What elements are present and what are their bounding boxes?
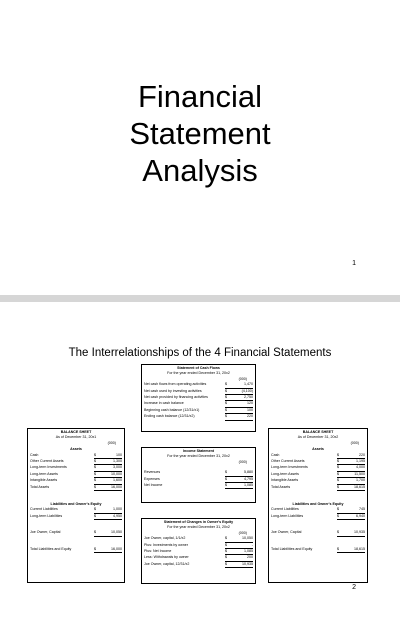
row-value [94,485,122,491]
balance-right-unit: (000) [350,440,359,445]
amount: 1,470 [244,382,253,387]
currency-symbol: $ [225,549,227,554]
amount: 100 [247,407,253,412]
slide-1 [0,0,400,295]
row-value [337,485,365,491]
title-line-1: Financial [137,79,263,114]
slide-2 [0,302,400,619]
row-label: Other Current Assets [30,459,64,464]
income-unit: (000) [238,459,247,464]
row-label: Expenses [144,476,160,481]
currency-symbol: $ [225,414,227,419]
row-value [337,547,365,553]
currency-symbol: $ [94,484,96,489]
balance-left-liab-heading: Liabilities and Owner's Equity [50,502,102,507]
amount: 200 [247,555,253,560]
row-label: Long-term Assets [30,471,58,476]
currency-symbol: $ [94,452,96,457]
row-label: Plus: Investments by owner [144,542,188,547]
equity-unit: (000) [238,530,247,535]
currency-symbol: $ [225,470,227,475]
row-label: Net cash provided by financing activities [144,395,208,400]
balance-left-unit: (000) [107,440,116,445]
currency-symbol: $ [225,388,227,393]
statement-row [271,547,365,553]
currency-symbol: $ [225,542,227,547]
currency-symbol: $ [337,452,339,457]
statement-row [144,483,253,489]
row-value [225,562,253,568]
page-number: 2 [352,584,356,591]
balance-sheet-20x1 [27,428,125,583]
amount: 18,615 [354,484,365,489]
amount: 4,950 [113,513,122,518]
row-label: Long-term Assets [271,471,299,476]
currency-symbol: $ [337,459,339,464]
row-label: Current Liabilities [271,507,299,512]
row-label: Cash [271,452,280,457]
currency-symbol: $ [337,465,339,470]
row-label: Net Income [144,483,163,488]
row-value [337,514,365,520]
row-label: Joe Owner, capital, 12/31/x2 [144,561,190,566]
amount: - [251,542,253,547]
amount: (4,100) [241,388,253,393]
balance-left-assets [30,453,122,491]
statement-of-changes-in-equity [141,518,256,584]
amount: 745 [359,507,365,512]
currency-symbol: $ [225,555,227,560]
balance-sheet-20x2 [268,428,368,583]
currency-symbol: $ [337,530,339,535]
balance-right-liabilities [271,507,365,520]
balance-right-total [271,547,365,553]
row-label: Other Current Assets [271,459,305,464]
amount: 16,000 [111,484,122,489]
amount: 4,000 [356,465,365,470]
statement-of-cash-flows [141,364,256,432]
income-subtitle: For the year ended December 31, 20x2 [167,454,230,459]
currency-symbol: $ [337,484,339,489]
row-label: Total Liabilities and Equity [30,546,72,551]
balance-left-total [30,547,122,553]
row-label: Ending cash balance (12/31/x2) [144,414,195,419]
balance-left-subtitle: As of December 31, 20x1 [55,435,97,440]
row-label: Plus: Net Income [144,549,172,554]
balance-left-assets-heading: Assets [70,447,82,452]
slide-1-title [0,78,400,189]
amount: 1,085 [244,549,253,554]
row-label: Intangible Assets [271,478,299,483]
slide-2-title: The Interrelationships of the 4 Financial Statements [68,347,332,359]
balance-right-subtitle: As of December 31, 20x2 [297,435,339,440]
amount: 1,195 [356,459,365,464]
amount: 11,500 [354,471,365,476]
currency-symbol: $ [94,546,96,551]
amount: 3,000 [113,465,122,470]
amount: 1,085 [244,483,253,488]
amount: 1,700 [356,478,365,483]
currency-symbol: $ [225,382,227,387]
amount: 6,940 [356,513,365,518]
equity-heading: Statement of Changes in Owner's Equity [163,520,234,524]
row-label: Less: Withdrawals by owner [144,555,189,560]
currency-symbol: $ [225,395,227,400]
title-line-3: Analysis [142,153,258,188]
cash-flows-unit: (000) [238,376,247,381]
currency-symbol: $ [337,546,339,551]
amount: 100 [116,452,122,457]
amount: 10,000 [111,471,122,476]
row-label: Joe Owner, Capital [30,530,61,535]
equity-rows [144,536,253,568]
statement-row [144,562,253,568]
amount: 1,300 [113,459,122,464]
cash-flows-rows [144,382,253,420]
row-label: Long-term Investments [271,465,308,470]
row-label: Cash [30,452,39,457]
amount: 16,000 [111,546,122,551]
page-number: 1 [352,260,356,267]
currency-symbol: $ [94,530,96,535]
row-label: Current Liabilities [30,507,58,512]
row-label: Joe Owner, Capital [271,530,302,535]
row-value [225,414,253,420]
currency-symbol: $ [225,483,227,488]
amount: 120 [247,401,253,406]
amount: 4,795 [244,476,253,481]
balance-right-assets [271,453,365,491]
income-heading: Income Statement [183,449,214,453]
title-line-2: Statement [129,116,271,151]
row-label: Long-term Liabilities [271,513,304,518]
amount: 220 [359,452,365,457]
currency-symbol: $ [94,513,96,518]
currency-symbol: $ [225,561,227,566]
amount: 10,050 [242,536,253,541]
balance-right-assets-heading: Assets [312,447,324,452]
equity-subtitle: For the year ended December 31, 20x2 [167,525,230,530]
currency-symbol: $ [337,478,339,483]
row-value [94,530,122,536]
amount: 18,615 [354,546,365,551]
currency-symbol: $ [94,507,96,512]
balance-left-heading: BALANCE SHEET [60,430,92,434]
row-label: Long-term Liabilities [30,513,63,518]
amount: 220 [247,414,253,419]
balance-right-heading: BALANCE SHEET [302,430,334,434]
currency-symbol: $ [94,471,96,476]
row-value [337,530,365,536]
statement-row [30,547,122,553]
row-label: Revenues [144,470,161,475]
row-label: Net cash flows from operating activities [144,382,207,387]
amount: 1,600 [113,478,122,483]
currency-symbol: $ [337,513,339,518]
row-value [94,514,122,520]
currency-symbol: $ [94,465,96,470]
cash-flows-subtitle: For the year ended December 31, 20x2 [167,371,230,376]
row-label: Increase in cash balance [144,401,184,406]
balance-left-liabilities [30,507,122,520]
row-label: Net cash used by investing activities [144,388,202,393]
row-label: Beginning cash balance (12/31/x1) [144,407,200,412]
income-rows [144,470,253,489]
currency-symbol: $ [225,401,227,406]
amount: 5,880 [244,470,253,475]
amount: 1,000 [113,507,122,512]
row-value [94,547,122,553]
row-label: Total Assets [30,484,50,489]
currency-symbol: $ [225,536,227,541]
currency-symbol: $ [337,471,339,476]
row-value [225,483,253,489]
currency-symbol: $ [225,407,227,412]
row-label: Long-term Investments [30,465,67,470]
balance-right-liab-heading: Liabilities and Owner's Equity [292,502,344,507]
amount: 2,750 [244,395,253,400]
amount: 10,935 [354,530,365,535]
amount: 10,935 [242,561,253,566]
statement-row [144,414,253,420]
cash-flows-heading: Statement of Cash Flows [177,366,220,370]
row-label: Total Assets [271,484,291,489]
row-label: Total Liabilities and Equity [271,546,313,551]
amount: 10,050 [111,530,122,535]
income-statement [141,447,256,503]
currency-symbol: $ [337,507,339,512]
row-label: Joe Owner, capital, 1/1/x2 [144,536,186,541]
currency-symbol: $ [225,476,227,481]
currency-symbol: $ [94,459,96,464]
row-label: Intangible Assets [30,478,58,483]
currency-symbol: $ [94,478,96,483]
